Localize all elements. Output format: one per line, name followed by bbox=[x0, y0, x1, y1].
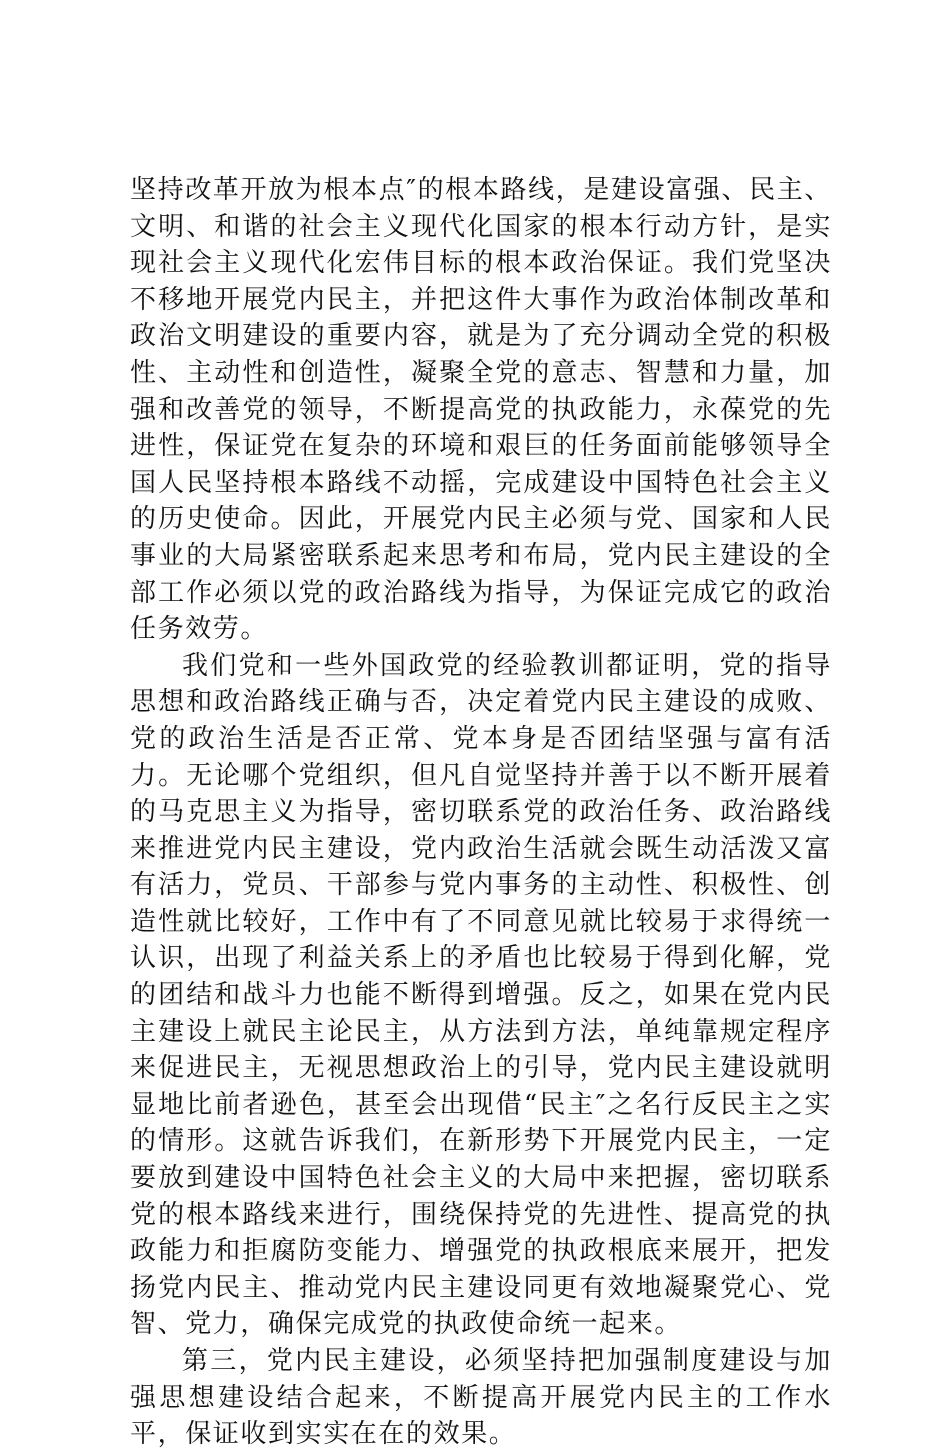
paragraph-2: 我们党和一些外国政党的经验教训都证明，党的指导思想和政治路线正确与否，决定着党内民主建设的成败、党的政治生活是否正常、党本身是否团结坚强与富有活力。无论哪个党组织，但凡自觉坚持并善于以不断开展着的马克思主义为指导，密切联系党的政治任务、政治路线来推进党内民主建设，党内政治生活就会既生动活泼又富有活力，党员、干部参与党内事务的主动性、积极性、创造性就比较好，工作中有了不同意见就比较易于求得统一认识，出现了利益关系上的矛盾也比较易于得到化解，党的团结和战斗力也能不断得到增强。反之，如果在党内民主建设上就民主论民主，从方法到方法，单纯靠规定程序来促进民主，无视思想政治上的引导，党内民主建设就明显地比前者逊色，甚至会出现借“民主″之名行反民主之实的情形。这就告诉我们，在新形势下开展党内民主，一定要放到建设中国特色社会主义的大局中来把握，密切联系党的根本路线来进行，围绕保持党的先进性、提高党的执政能力和拒腐防变能力、增强党的执政根底来展开，把发扬党内民主、推动党内民主建设同更有效地凝聚党心、党智、党力，确保完成党的执政使命统一起来。 bbox=[130, 650, 832, 1340]
paragraph-1: 坚持改革开放为根本点″的根本路线，是建设富强、民主、文明、和谐的社会主义现代化国家的根本行动方针，是实现社会主义现代化宏伟目标的根本政治保证。我们党坚决不移地开展党内民主，并把这件大事作为政治体制改革和政治文明建设的重要内容，就是为了充分调动全党的积极性、主动性和创造性，凝聚全党的意志、智慧和力量，加强和改善党的领导，不断提高党的执政能力，永葆党的先进性，保证党在复杂的环境和艰巨的任务面前能够领导全国人民坚持根本路线不动摇，完成建设中国特色社会主义的历史使命。因此，开展党内民主必须与党、国家和人民事业的大局紧密联系起来思考和布局，党内民主建设的全部工作必须以党的政治路线为指导，为保证完成它的政治任务效劳。 bbox=[130, 175, 832, 645]
paragraph-3: 第三，党内民主建设，必须坚持把加强制度建设与加强思想建设结合起来，不断提高开展党内民主的工作水平，保证收到实实在在的效果。 bbox=[130, 1346, 832, 1450]
document-body bbox=[130, 172, 832, 1453]
